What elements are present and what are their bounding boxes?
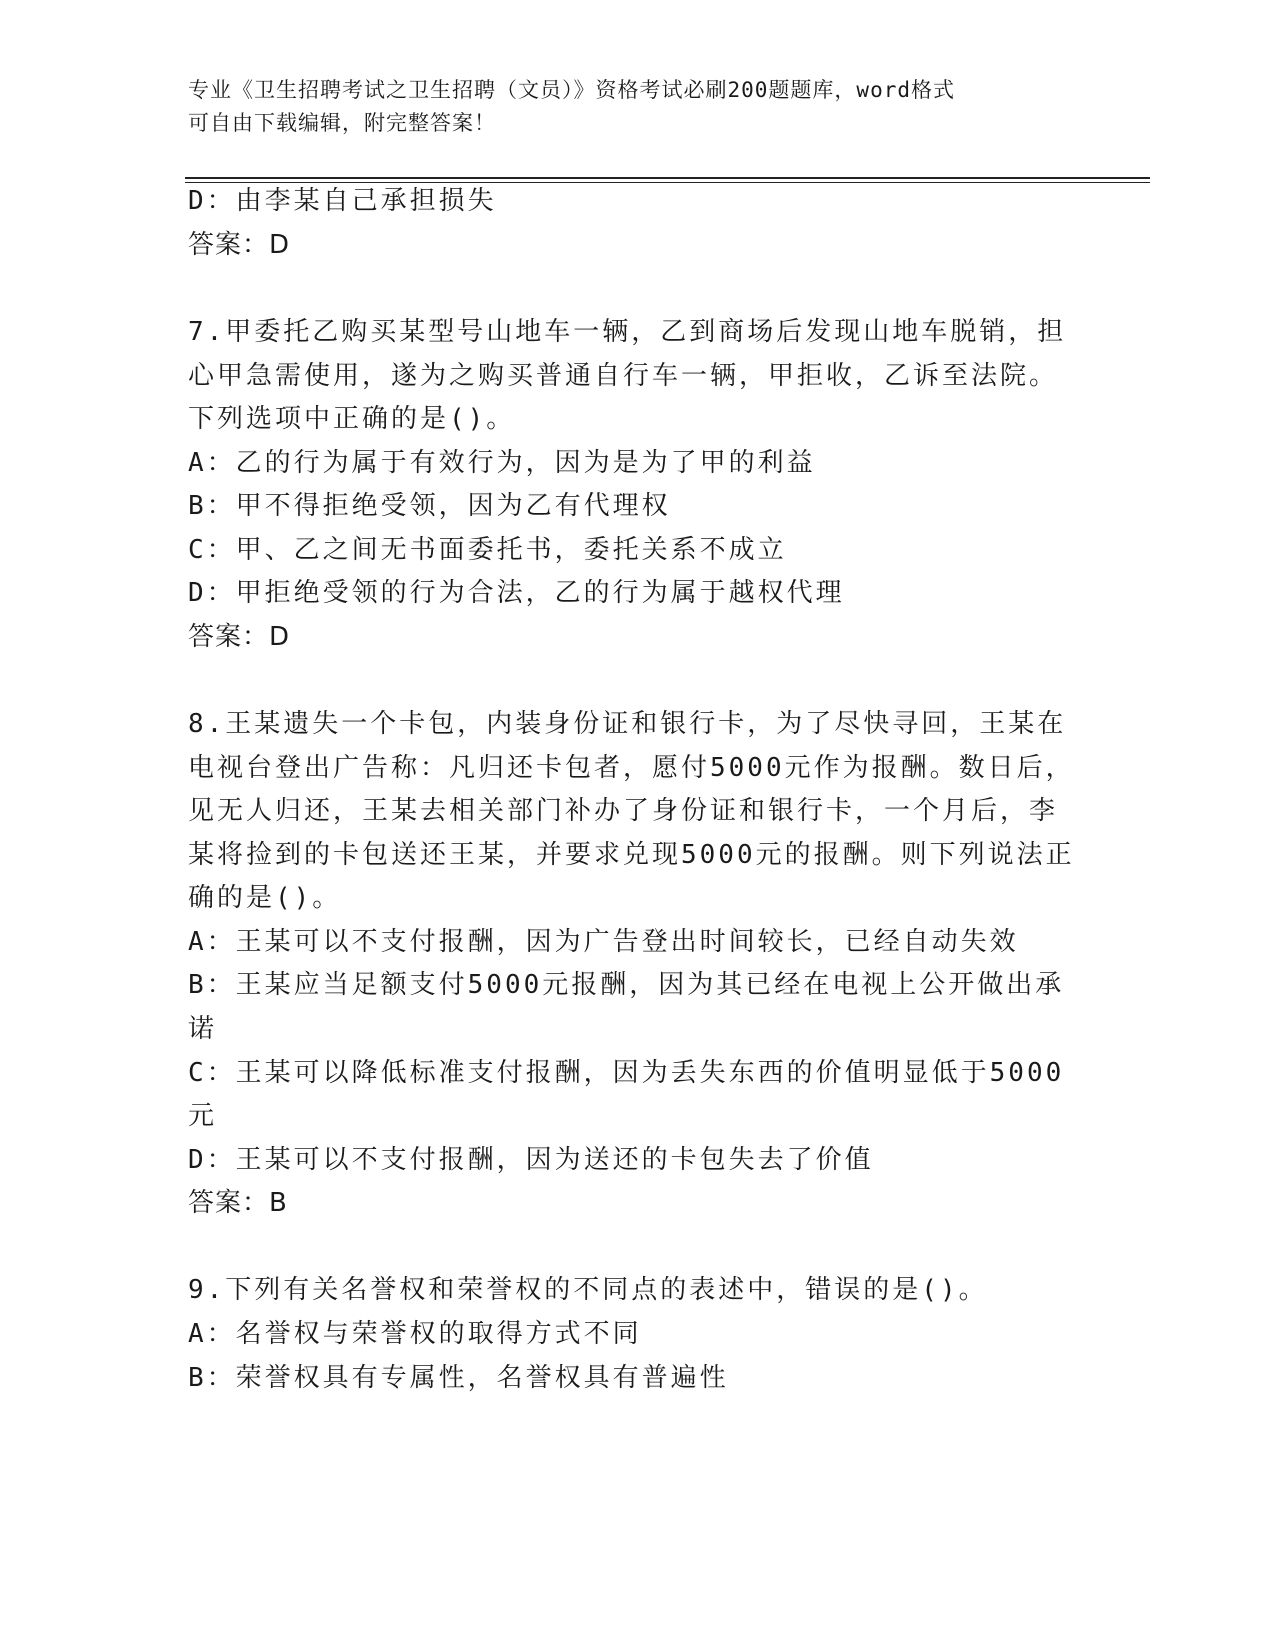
header-title-line-1: 专业《卫生招聘考试之卫生招聘（文员）》资格考试必刷200题题库，word格式	[188, 78, 955, 102]
q8-stem-line-5: 确的是()。	[188, 883, 342, 913]
q7-option-a: A：乙的行为属于有效行为，因为是为了甲的利益	[188, 448, 816, 478]
q8-option-c-line-2: 元	[188, 1101, 218, 1131]
q7-option-c: C：甲、乙之间无书面委托书，委托关系不成立	[188, 535, 787, 565]
q8-stem-line-1: 8.王某遗失一个卡包，内装身份证和银行卡，为了尽快寻回，王某在	[188, 709, 1067, 739]
q8-stem-line-2: 电视台登出广告称：凡归还卡包者，愿付5000元作为报酬。数日后，	[188, 753, 1075, 783]
q6-answer: 答案：D	[188, 230, 291, 260]
q8-stem-line-4: 某将捡到的卡包送还王某，并要求兑现5000元的报酬。则下列说法正	[188, 840, 1075, 870]
q8-option-d: D：王某可以不支付报酬，因为送还的卡包失去了价值	[188, 1145, 874, 1175]
q8-stem-line-3: 见无人归还，王某去相关部门补办了身份证和银行卡，一个月后，李	[188, 796, 1059, 826]
q8-answer: 答案：B	[188, 1188, 288, 1218]
q9-option-a: A：名誉权与荣誉权的取得方式不同	[188, 1319, 642, 1349]
q6-option-d: D：由李某自己承担损失	[188, 186, 497, 216]
q7-option-d: D：甲拒绝受领的行为合法，乙的行为属于越权代理	[188, 578, 845, 608]
q7-stem-line-1: 7.甲委托乙购买某型号山地车一辆，乙到商场后发现山地车脱销，担	[188, 317, 1067, 347]
header-divider-thick	[185, 177, 1150, 179]
q8-option-c-line-1: C：王某可以降低标准支付报酬，因为丢失东西的价值明显低于5000	[188, 1058, 1065, 1088]
q9-option-b: B：荣誉权具有专属性，名誉权具有普遍性	[188, 1363, 729, 1393]
q7-stem-line-3: 下列选项中正确的是()。	[188, 404, 516, 434]
q9-stem-line-1: 9.下列有关名誉权和荣誉权的不同点的表述中，错误的是()。	[188, 1275, 988, 1305]
q8-option-b-line-2: 诺	[188, 1014, 218, 1044]
header-title-line-2: 可自由下载编辑，附完整答案！	[188, 111, 496, 135]
header-divider-thin	[185, 182, 1150, 183]
q7-option-b: B：甲不得拒绝受领，因为乙有代理权	[188, 491, 671, 521]
document-header	[188, 74, 1088, 140]
q7-answer: 答案：D	[188, 622, 291, 652]
q8-option-a: A：王某可以不支付报酬，因为广告登出时间较长，已经自动失效	[188, 927, 1019, 957]
q8-option-b-line-1: B：王某应当足额支付5000元报酬，因为其已经在电视上公开做出承	[188, 970, 1065, 1000]
q7-stem-line-2: 心甲急需使用，遂为之购买普通自行车一辆，甲拒收，乙诉至法院。	[188, 361, 1059, 391]
